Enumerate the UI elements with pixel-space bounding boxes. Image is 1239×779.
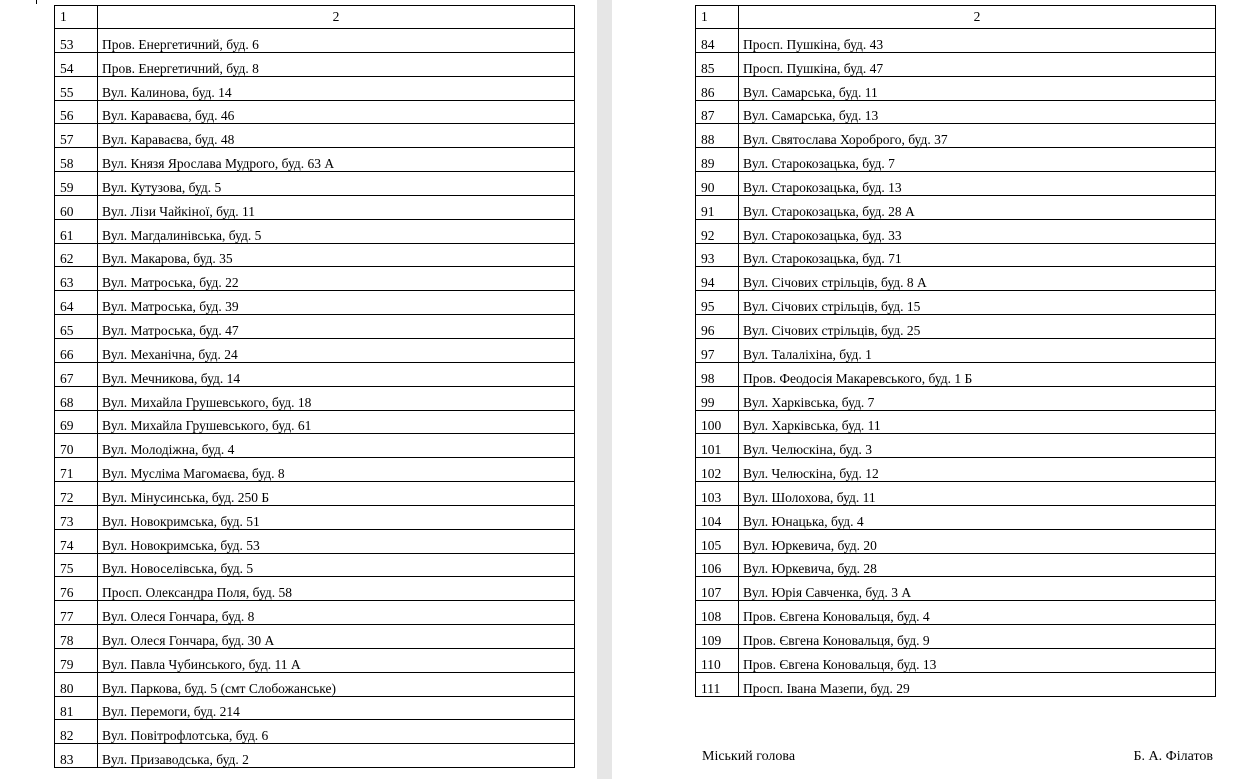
- row-address: Просп. Пушкіна, буд. 43: [739, 29, 1216, 53]
- row-address: Вул. Челюскіна, буд. 12: [739, 458, 1216, 482]
- row-address: Вул. Січових стрільців, буд. 15: [739, 291, 1216, 315]
- row-number: 78: [55, 625, 98, 649]
- signature-name: Б. А. Філатов: [1133, 749, 1213, 764]
- table-row: [696, 577, 1216, 601]
- table-row: [696, 219, 1216, 243]
- row-address: Вул. Михайла Грушевського, буд. 61: [98, 410, 575, 434]
- table-row: [55, 100, 575, 124]
- table-row: [55, 148, 575, 172]
- row-number: 96: [696, 315, 739, 339]
- column-header-address: 2: [739, 6, 1216, 29]
- row-number: 87: [696, 100, 739, 124]
- address-table-right: [695, 5, 1216, 697]
- document-page-right: [612, 0, 1239, 779]
- row-address: Вул. Січових стрільців, буд. 8 А: [739, 267, 1216, 291]
- table-row: [55, 720, 575, 744]
- row-number: 92: [696, 219, 739, 243]
- row-address: Просп. Івана Мазепи, буд. 29: [739, 672, 1216, 696]
- row-number: 110: [696, 648, 739, 672]
- row-address: Вул. Старокозацька, буд. 7: [739, 148, 1216, 172]
- row-number: 107: [696, 577, 739, 601]
- row-address: Пров. Енергетичний, буд. 6: [98, 29, 575, 53]
- table-row: [55, 458, 575, 482]
- row-address: Вул. Самарська, буд. 11: [739, 76, 1216, 100]
- table-row: [696, 386, 1216, 410]
- row-number: 83: [55, 744, 98, 768]
- row-number: 67: [55, 362, 98, 386]
- row-address: Вул. Юркевича, буд. 20: [739, 529, 1216, 553]
- row-address: Вул. Олеся Гончара, буд. 30 А: [98, 625, 575, 649]
- row-number: 74: [55, 529, 98, 553]
- row-number: 68: [55, 386, 98, 410]
- row-address: Просп. Олександра Поля, буд. 58: [98, 577, 575, 601]
- row-address: Вул. Мечникова, буд. 14: [98, 362, 575, 386]
- column-header-address: 2: [98, 6, 575, 29]
- table-row: [696, 315, 1216, 339]
- table-row: [55, 76, 575, 100]
- signature-title: Міський голова: [702, 749, 796, 764]
- row-address: Просп. Пушкіна, буд. 47: [739, 52, 1216, 76]
- row-address: Вул. Юрія Савченка, буд. 3 А: [739, 577, 1216, 601]
- column-header-number: 1: [55, 6, 98, 29]
- row-address: Вул. Молодіжна, буд. 4: [98, 434, 575, 458]
- row-address: Вул. Старокозацька, буд. 13: [739, 172, 1216, 196]
- table-row: [55, 553, 575, 577]
- row-address: Вул. Призаводська, буд. 2: [98, 744, 575, 768]
- row-number: 101: [696, 434, 739, 458]
- table-row: [55, 529, 575, 553]
- table-row: [55, 648, 575, 672]
- table-row: [696, 362, 1216, 386]
- table-row: [696, 243, 1216, 267]
- row-number: 64: [55, 291, 98, 315]
- table-row: [55, 52, 575, 76]
- row-address: Пров. Феодосія Макаревського, буд. 1 Б: [739, 362, 1216, 386]
- row-number: 98: [696, 362, 739, 386]
- table-header-row: [55, 6, 575, 29]
- table-row: [55, 172, 575, 196]
- row-address: Пров. Енергетичний, буд. 8: [98, 52, 575, 76]
- row-address: Вул. Магдалинівська, буд. 5: [98, 219, 575, 243]
- table-row: [696, 553, 1216, 577]
- document-page-left: [0, 0, 597, 779]
- row-number: 80: [55, 672, 98, 696]
- row-number: 105: [696, 529, 739, 553]
- table-row: [55, 482, 575, 506]
- row-number: 109: [696, 625, 739, 649]
- row-address: Вул. Юнацька, буд. 4: [739, 505, 1216, 529]
- table-row: [696, 172, 1216, 196]
- row-number: 58: [55, 148, 98, 172]
- row-number: 86: [696, 76, 739, 100]
- row-address: Вул. Харківська, буд. 7: [739, 386, 1216, 410]
- row-number: 70: [55, 434, 98, 458]
- row-number: 103: [696, 482, 739, 506]
- table-row: [696, 338, 1216, 362]
- row-number: 57: [55, 124, 98, 148]
- table-row: [55, 601, 575, 625]
- table-row: [55, 672, 575, 696]
- row-address: Вул. Мусліма Магомаєва, буд. 8: [98, 458, 575, 482]
- table-row: [696, 672, 1216, 696]
- table-row: [55, 315, 575, 339]
- row-number: 94: [696, 267, 739, 291]
- row-number: 60: [55, 195, 98, 219]
- row-address: Вул. Челюскіна, буд. 3: [739, 434, 1216, 458]
- row-number: 106: [696, 553, 739, 577]
- row-address: Вул. Шолохова, буд. 11: [739, 482, 1216, 506]
- row-address: Вул. Старокозацька, буд. 71: [739, 243, 1216, 267]
- row-number: 104: [696, 505, 739, 529]
- row-address: Вул. Талаліхіна, буд. 1: [739, 338, 1216, 362]
- row-address: Вул. Мінусинська, буд. 250 Б: [98, 482, 575, 506]
- row-number: 53: [55, 29, 98, 53]
- row-address: Вул. Харківська, буд. 11: [739, 410, 1216, 434]
- row-address: Вул. Святослава Хороброго, буд. 37: [739, 124, 1216, 148]
- row-number: 55: [55, 76, 98, 100]
- row-number: 73: [55, 505, 98, 529]
- table-row: [55, 267, 575, 291]
- row-number: 77: [55, 601, 98, 625]
- row-number: 97: [696, 338, 739, 362]
- table-row: [55, 744, 575, 768]
- table-row: [55, 577, 575, 601]
- table-row: [55, 434, 575, 458]
- row-number: 63: [55, 267, 98, 291]
- table-row: [55, 219, 575, 243]
- table-row: [55, 338, 575, 362]
- row-number: 71: [55, 458, 98, 482]
- table-row: [696, 434, 1216, 458]
- table-row: [55, 29, 575, 53]
- row-address: Вул. Лізи Чайкіної, буд. 11: [98, 195, 575, 219]
- table-row: [696, 505, 1216, 529]
- table-row: [55, 505, 575, 529]
- column-header-number: 1: [696, 6, 739, 29]
- row-address: Вул. Новоселівська, буд. 5: [98, 553, 575, 577]
- row-address: Вул. Новокримська, буд. 53: [98, 529, 575, 553]
- table-row: [696, 52, 1216, 76]
- row-address: Вул. Макарова, буд. 35: [98, 243, 575, 267]
- row-address: Вул. Михайла Грушевського, буд. 18: [98, 386, 575, 410]
- table-row: [696, 100, 1216, 124]
- row-number: 66: [55, 338, 98, 362]
- row-number: 99: [696, 386, 739, 410]
- row-number: 62: [55, 243, 98, 267]
- table-row: [696, 410, 1216, 434]
- row-number: 75: [55, 553, 98, 577]
- table-row: [696, 648, 1216, 672]
- row-address: Вул. Караваєва, буд. 48: [98, 124, 575, 148]
- row-address: Вул. Січових стрільців, буд. 25: [739, 315, 1216, 339]
- row-number: 111: [696, 672, 739, 696]
- row-address: Вул. Князя Ярослава Мудрого, буд. 63 А: [98, 148, 575, 172]
- row-address: Вул. Новокримська, буд. 51: [98, 505, 575, 529]
- table-row: [55, 291, 575, 315]
- table-row: [696, 291, 1216, 315]
- row-number: 65: [55, 315, 98, 339]
- row-number: 84: [696, 29, 739, 53]
- address-table-left: [54, 5, 575, 768]
- row-number: 56: [55, 100, 98, 124]
- table-row: [55, 243, 575, 267]
- row-number: 91: [696, 195, 739, 219]
- row-address: Пров. Євгена Коновальця, буд. 4: [739, 601, 1216, 625]
- row-address: Вул. Матроська, буд. 47: [98, 315, 575, 339]
- row-address: Вул. Калинова, буд. 14: [98, 76, 575, 100]
- table-row: [696, 458, 1216, 482]
- table-row: [55, 625, 575, 649]
- row-number: 61: [55, 219, 98, 243]
- row-address: Пров. Євгена Коновальця, буд. 9: [739, 625, 1216, 649]
- table-row: [696, 124, 1216, 148]
- row-address: Вул. Повітрофлотська, буд. 6: [98, 720, 575, 744]
- row-number: 72: [55, 482, 98, 506]
- row-number: 100: [696, 410, 739, 434]
- row-address: Вул. Старокозацька, буд. 28 А: [739, 195, 1216, 219]
- table-header-row: [696, 6, 1216, 29]
- row-address: Вул. Павла Чубинського, буд. 11 А: [98, 648, 575, 672]
- table-row: [696, 195, 1216, 219]
- table-row: [696, 76, 1216, 100]
- table-row: [696, 625, 1216, 649]
- table-row: [696, 482, 1216, 506]
- row-number: 59: [55, 172, 98, 196]
- row-number: 88: [696, 124, 739, 148]
- page-corner-mark: [36, 0, 37, 4]
- row-number: 90: [696, 172, 739, 196]
- row-address: Вул. Старокозацька, буд. 33: [739, 219, 1216, 243]
- row-number: 69: [55, 410, 98, 434]
- table-row: [55, 195, 575, 219]
- table-row: [696, 29, 1216, 53]
- table-row: [55, 124, 575, 148]
- table-row: [55, 362, 575, 386]
- table-row: [696, 267, 1216, 291]
- row-number: 95: [696, 291, 739, 315]
- table-row: [696, 148, 1216, 172]
- row-address: Вул. Кутузова, буд. 5: [98, 172, 575, 196]
- row-address: Вул. Перемоги, буд. 214: [98, 696, 575, 720]
- row-number: 54: [55, 52, 98, 76]
- row-number: 93: [696, 243, 739, 267]
- row-address: Вул. Матроська, буд. 39: [98, 291, 575, 315]
- table-row: [55, 386, 575, 410]
- row-number: 85: [696, 52, 739, 76]
- table-row: [696, 529, 1216, 553]
- row-address: Вул. Матроська, буд. 22: [98, 267, 575, 291]
- row-number: 102: [696, 458, 739, 482]
- row-number: 82: [55, 720, 98, 744]
- row-address: Вул. Механічна, буд. 24: [98, 338, 575, 362]
- row-address: Вул. Юркевича, буд. 28: [739, 553, 1216, 577]
- row-address: Вул. Караваєва, буд. 46: [98, 100, 575, 124]
- row-number: 79: [55, 648, 98, 672]
- row-address: Вул. Олеся Гончара, буд. 8: [98, 601, 575, 625]
- table-row: [55, 696, 575, 720]
- row-address: Пров. Євгена Коновальця, буд. 13: [739, 648, 1216, 672]
- row-number: 89: [696, 148, 739, 172]
- row-number: 76: [55, 577, 98, 601]
- table-row: [696, 601, 1216, 625]
- row-address: Вул. Паркова, буд. 5 (смт Слобожанське): [98, 672, 575, 696]
- table-row: [55, 410, 575, 434]
- row-address: Вул. Самарська, буд. 13: [739, 100, 1216, 124]
- row-number: 108: [696, 601, 739, 625]
- row-number: 81: [55, 696, 98, 720]
